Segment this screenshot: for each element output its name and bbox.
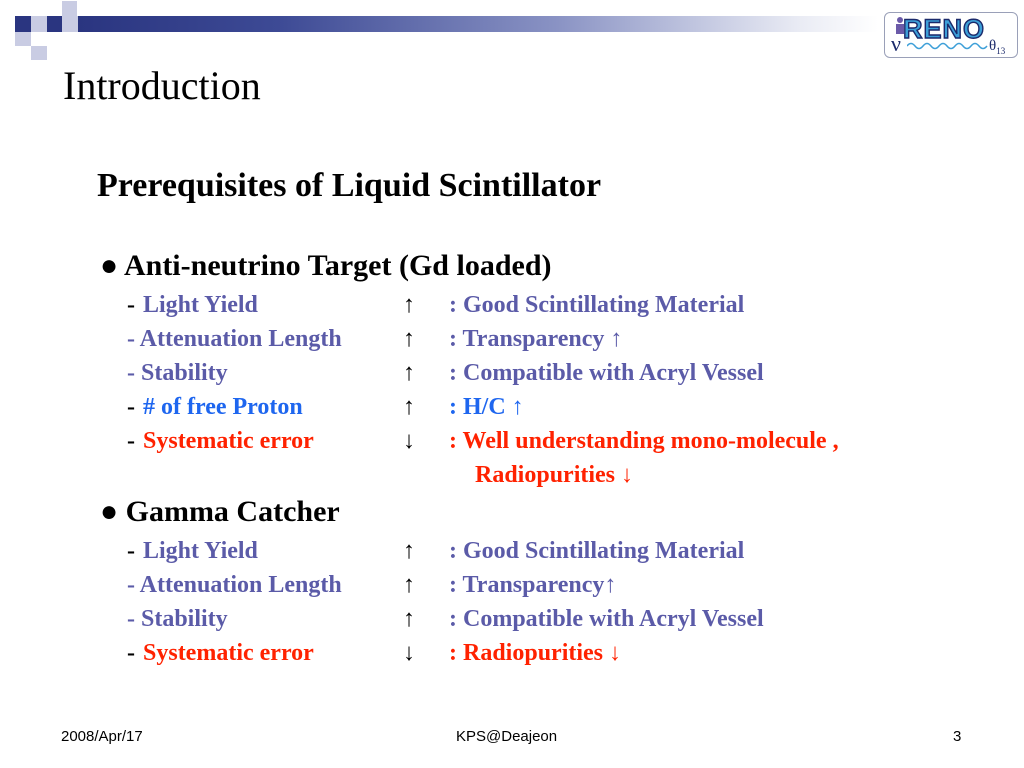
property-description: : Good Scintillating Material	[449, 292, 745, 318]
decor-square-5	[15, 32, 31, 46]
arrow-up-icon: ↑	[403, 606, 415, 632]
page-number: 3	[953, 728, 962, 745]
property-name: # of free Proton	[143, 394, 303, 420]
property-name: - Stability	[127, 606, 228, 632]
property-name: Systematic error	[143, 428, 314, 454]
section-anti-neutrino-target: ● Anti-neutrino Target (Gd loaded)	[100, 249, 552, 282]
list-item	[0, 602, 1024, 636]
arrow-down-icon: ↓	[403, 640, 415, 666]
logo-wave-icon	[907, 41, 989, 51]
dash: -	[127, 292, 135, 318]
decor-square-7	[31, 46, 47, 60]
decor-square-2	[31, 16, 47, 32]
property-name: - Attenuation Length	[127, 572, 342, 598]
property-description: : H/C ↑	[449, 394, 524, 420]
logo-text: RENO	[903, 14, 986, 44]
property-description: Radiopurities ↓	[475, 462, 634, 488]
property-description: : Well understanding mono-molecule ,	[449, 428, 839, 454]
decor-square-3	[47, 16, 62, 32]
property-description: : Transparency ↑	[449, 326, 623, 352]
property-name: Light Yield	[143, 538, 258, 564]
reno-logo	[884, 12, 1018, 58]
list-item	[0, 424, 1024, 458]
property-name: Light Yield	[143, 292, 258, 318]
property-name: - Attenuation Length	[127, 326, 342, 352]
property-description: : Compatible with Acryl Vessel	[449, 360, 764, 386]
dash: -	[127, 538, 135, 564]
arrow-down-icon: ↓	[403, 428, 415, 454]
list-item-continuation	[0, 458, 1024, 492]
property-name: Systematic error	[143, 640, 314, 666]
dash: -	[127, 640, 135, 666]
logo-theta-symbol: $\theta_{13}$	[989, 38, 1006, 56]
property-description: : Compatible with Acryl Vessel	[449, 606, 764, 632]
arrow-up-icon: ↑	[403, 360, 415, 386]
decor-square-6	[31, 32, 47, 46]
footer-location: KPS@Deajeon	[456, 728, 558, 745]
arrow-up-icon: ↑	[403, 538, 415, 564]
list-item	[0, 322, 1024, 356]
logo-nu-symbol: ν	[891, 31, 901, 56]
list-item	[0, 568, 1024, 602]
slide-subtitle: Prerequisites of Liquid Scintillator	[97, 167, 602, 204]
header-gradient-bar	[78, 16, 878, 32]
decor-square-8	[62, 16, 78, 32]
dash: -	[127, 394, 135, 420]
decor-square-1	[15, 16, 31, 32]
arrow-up-icon: ↑	[403, 572, 415, 598]
footer-date: 2008/Apr/17	[61, 728, 143, 745]
slide-title: Introduction	[63, 63, 261, 108]
arrow-up-icon: ↑	[403, 326, 415, 352]
arrow-up-icon: ↑	[403, 394, 415, 420]
list-item	[0, 356, 1024, 390]
list-item	[0, 534, 1024, 568]
property-description: : Transparency↑	[449, 572, 617, 598]
arrow-up-icon: ↑	[403, 292, 415, 318]
property-description: : Radiopurities ↓	[449, 640, 622, 666]
list-item	[0, 390, 1024, 424]
property-description: : Good Scintillating Material	[449, 538, 745, 564]
list-item	[0, 288, 1024, 322]
dash: -	[127, 428, 135, 454]
list-item	[0, 636, 1024, 670]
property-name: - Stability	[127, 360, 228, 386]
section-gamma-catcher: ● Gamma Catcher	[100, 495, 340, 528]
decor-square-4	[62, 1, 77, 16]
